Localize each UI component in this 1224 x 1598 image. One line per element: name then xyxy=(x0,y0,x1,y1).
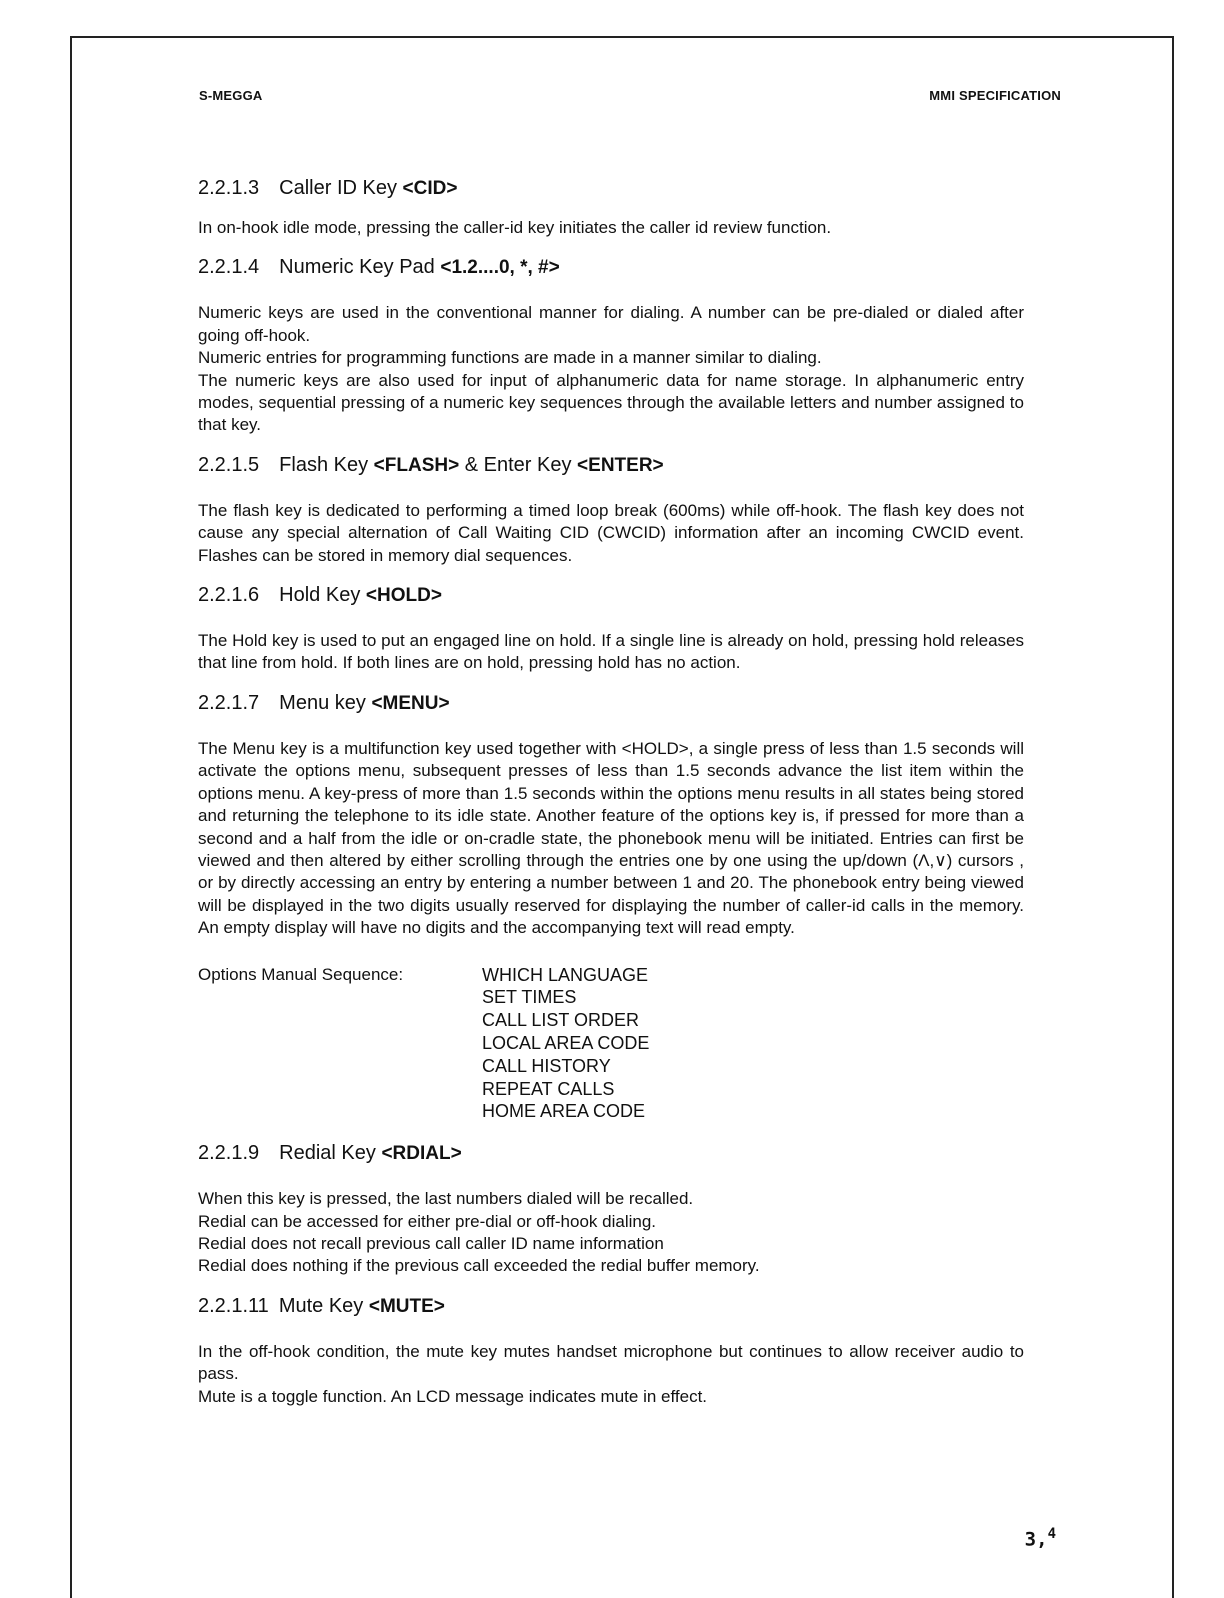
section-body xyxy=(198,302,1024,436)
section-paragraph: Mute is a toggle function. An LCD message indicates mute in effect. xyxy=(198,1386,708,1406)
section-paragraph: The numeric keys are also used for input of alphanumeric data for name storage. In alphanumeric entry modes, sequential pressing of a numeric key sequences through the available letters and number assigned to that key. xyxy=(198,370,1024,435)
section-paragraph: Numeric entries for programming functions are made in a manner similar to dialing. xyxy=(198,348,822,368)
header-right: MMI SPECIFICATION xyxy=(929,88,1061,103)
list-item: HOME AREA CODE xyxy=(482,1101,646,1122)
section-paragraph: Numeric keys are used in the conventional manner for dialing. A number can be pre-dialed or dialed after going off-hook. xyxy=(198,303,1024,345)
header-left: S-MEGGA xyxy=(199,88,263,103)
section-body xyxy=(198,1341,1024,1408)
options-list xyxy=(482,964,649,1124)
document-body xyxy=(198,174,1024,1408)
section-heading: 2.2.1.7 Menu key <MENU> xyxy=(198,691,450,714)
section-paragraph: Redial does nothing if the previous call exceeded the redial buffer memory. xyxy=(198,1256,760,1276)
section-heading: 2.2.1.5 Flash Key <FLASH> & Enter Key <ENTER> xyxy=(198,453,664,476)
section-paragraph: The Hold key is used to put an engaged line on hold. If a single line is already on hold, pressing hold releases that line from hold. If both lines are on hold, pressing hold has no action. xyxy=(198,631,1024,673)
section-paragraph: The flash key is dedicated to performing a timed loop break (600ms) while off-hook. The flash key does not cause any special alternation of Call Waiting CID (CWCID) information after an incoming CWCID event. Flashes can be stored in memory dial sequences. xyxy=(198,500,1024,565)
section-heading: 2.2.1.11 Mute Key <MUTE> xyxy=(198,1294,445,1317)
list-item: CALL HISTORY xyxy=(482,1055,611,1076)
options-label: Options Manual Sequence: xyxy=(198,964,404,984)
section-heading: 2.2.1.6 Hold Key <HOLD> xyxy=(198,584,442,607)
page-number: 3,$^4$ xyxy=(1024,1526,1056,1551)
list-item: LOCAL AREA CODE xyxy=(482,1032,650,1053)
section-paragraph: When this key is pressed, the last numbers dialed will be recalled. xyxy=(198,1189,694,1209)
section-paragraph: In the off-hook condition, the mute key mutes handset microphone but continues to allow receiver audio to pass. xyxy=(198,1341,1024,1384)
section-paragraph: Redial can be accessed for either pre-dial or off-hook dialing. xyxy=(198,1211,657,1231)
section-heading: 2.2.1.3 Caller ID Key <CID> xyxy=(198,177,458,199)
section-paragraph: In on-hook idle mode, pressing the caller-id key initiates the caller id review function. xyxy=(198,218,832,237)
list-item: CALL LIST ORDER xyxy=(482,1010,640,1031)
list-item: SET TIMES xyxy=(482,987,577,1008)
section-heading: 2.2.1.9 Redial Key <RDIAL> xyxy=(198,1142,462,1165)
options-sequence xyxy=(198,964,1024,1124)
section-paragraph: Redial does not recall previous call caller ID name information xyxy=(198,1233,664,1253)
list-item: WHICH LANGUAGE xyxy=(482,964,649,985)
section-paragraph: The Menu key is a multifunction key used together with <HOLD>, a single press of less than 1.5 seconds will activate the options menu, subsequent presses of less than 1.5 seconds advance the list item within the options menu. A key-press of more than 1.5 seconds within the options menu results in all states being stored and returning the telephone to its idle state. Another feature of the options key is, if pressed for more than a second and a half from the idle or on-cradle state, the phonebook menu will be initiated. Entries can first be viewed and then altered by either scrolling through the entries one by one using the up/down (Λ,∨) cursors , or by directly accessing an entry by entering a number between 1 and 20. The phonebook entry being viewed will be displayed in the two digits usually reserved for displaying the number of caller-id calls in the memory. An empty display will have no digits and the accompanying text will read empty. xyxy=(198,738,1024,938)
section-body xyxy=(198,1188,1024,1278)
section-heading: 2.2.1.4 Numeric Key Pad <1.2....0, *, #> xyxy=(198,256,560,279)
list-item: REPEAT CALLS xyxy=(482,1078,615,1099)
